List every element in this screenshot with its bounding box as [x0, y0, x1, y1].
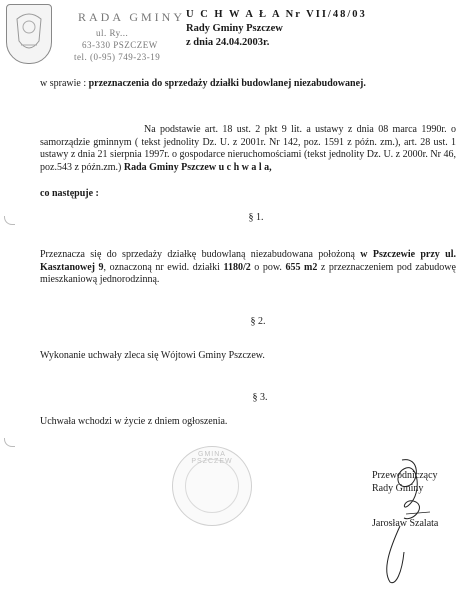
- seal-emblem-icon: [185, 459, 239, 513]
- s1-part1: Przeznacza się do sprzedaży działkę budowlaną niezabudowana położoną: [40, 249, 361, 260]
- stamp-line-3: 63-330 PSZCZEW: [82, 40, 158, 50]
- resolution-title: U C H W A Ł A Nr VII/48/03: [186, 9, 367, 20]
- section-1-label: § 1.: [248, 212, 264, 223]
- scan-artifact: [4, 216, 15, 225]
- section-2-text: Wykonanie uchwały zleca się Wójtowi Gminy Pszczew.: [40, 350, 265, 361]
- signature-role-2: Rady Gminy: [372, 483, 424, 494]
- resolution-subject: [40, 78, 460, 91]
- signature-role-1: Przewodniczący: [372, 470, 438, 481]
- s1-part2: , oznaczoną nr ewid. działki: [103, 261, 224, 273]
- seal-text: GMINA PSZCZEW: [191, 451, 233, 465]
- preamble: [40, 124, 456, 174]
- section-1-text: [40, 249, 456, 287]
- resolution-date: z dnia 24.04.2003r.: [186, 37, 270, 48]
- coat-of-arms-icon: [6, 4, 52, 64]
- s1-parcel-number: 1180/2: [223, 261, 251, 273]
- section-2-label: § 2.: [250, 316, 266, 327]
- preamble-text: Na podstawie art. 18 ust. 2 pkt 9 lit. a ustawy z dnia 08 marca 1990r. o samorządzie gminnym ( tekst jednolity Dz. U. z 2001r. Nr 142, poz. 1591 z późn. zm.), art. 28 ust. 1 ustawy z dnia 21 sierpnia 1997r. o gospodarce nieruchomościami (tekst jednolity Dz. U. z 2000r. Nr 46, poz.543 z późn.zm.): [40, 124, 456, 173]
- resolution-council: Rady Gminy Pszczew: [186, 23, 283, 34]
- preamble-council: Rada Gminy Pszczew u c h w a l a,: [123, 161, 272, 173]
- official-seal: [172, 446, 252, 526]
- s1-part4: z przeznaczeniem pod zabudowę mieszkaniową jednorodzinną.: [40, 261, 456, 285]
- signature-name: Jarosław Szalata: [372, 518, 439, 529]
- s1-location: w Pszczewie przy ul. Kasztanowej 9: [40, 249, 456, 273]
- scan-artifact: [4, 438, 15, 447]
- subject-text: przeznaczenia do sprzedaży działki budowlanej niezabudowanej.: [88, 78, 366, 89]
- resolution-header: [186, 8, 446, 50]
- handwritten-signature-icon: [360, 452, 470, 588]
- stamp-line-1: RADA GMINY: [78, 10, 186, 24]
- s1-area: 655 m2: [285, 261, 318, 273]
- subject-prefix: w sprawie :: [40, 78, 89, 89]
- section-3-text: Uchwała wchodzi w życie z dniem ogłoszenia.: [40, 416, 228, 427]
- stamp-line-4: tel. (0-95) 749-23-19: [74, 52, 161, 62]
- stamp-line-2: ul. Ry...: [96, 28, 129, 38]
- s1-part3: o pow.: [250, 261, 286, 273]
- section-3-label: § 3.: [252, 392, 268, 403]
- preamble-follows: co następuje :: [40, 188, 99, 199]
- letterhead-stamp: [4, 2, 186, 66]
